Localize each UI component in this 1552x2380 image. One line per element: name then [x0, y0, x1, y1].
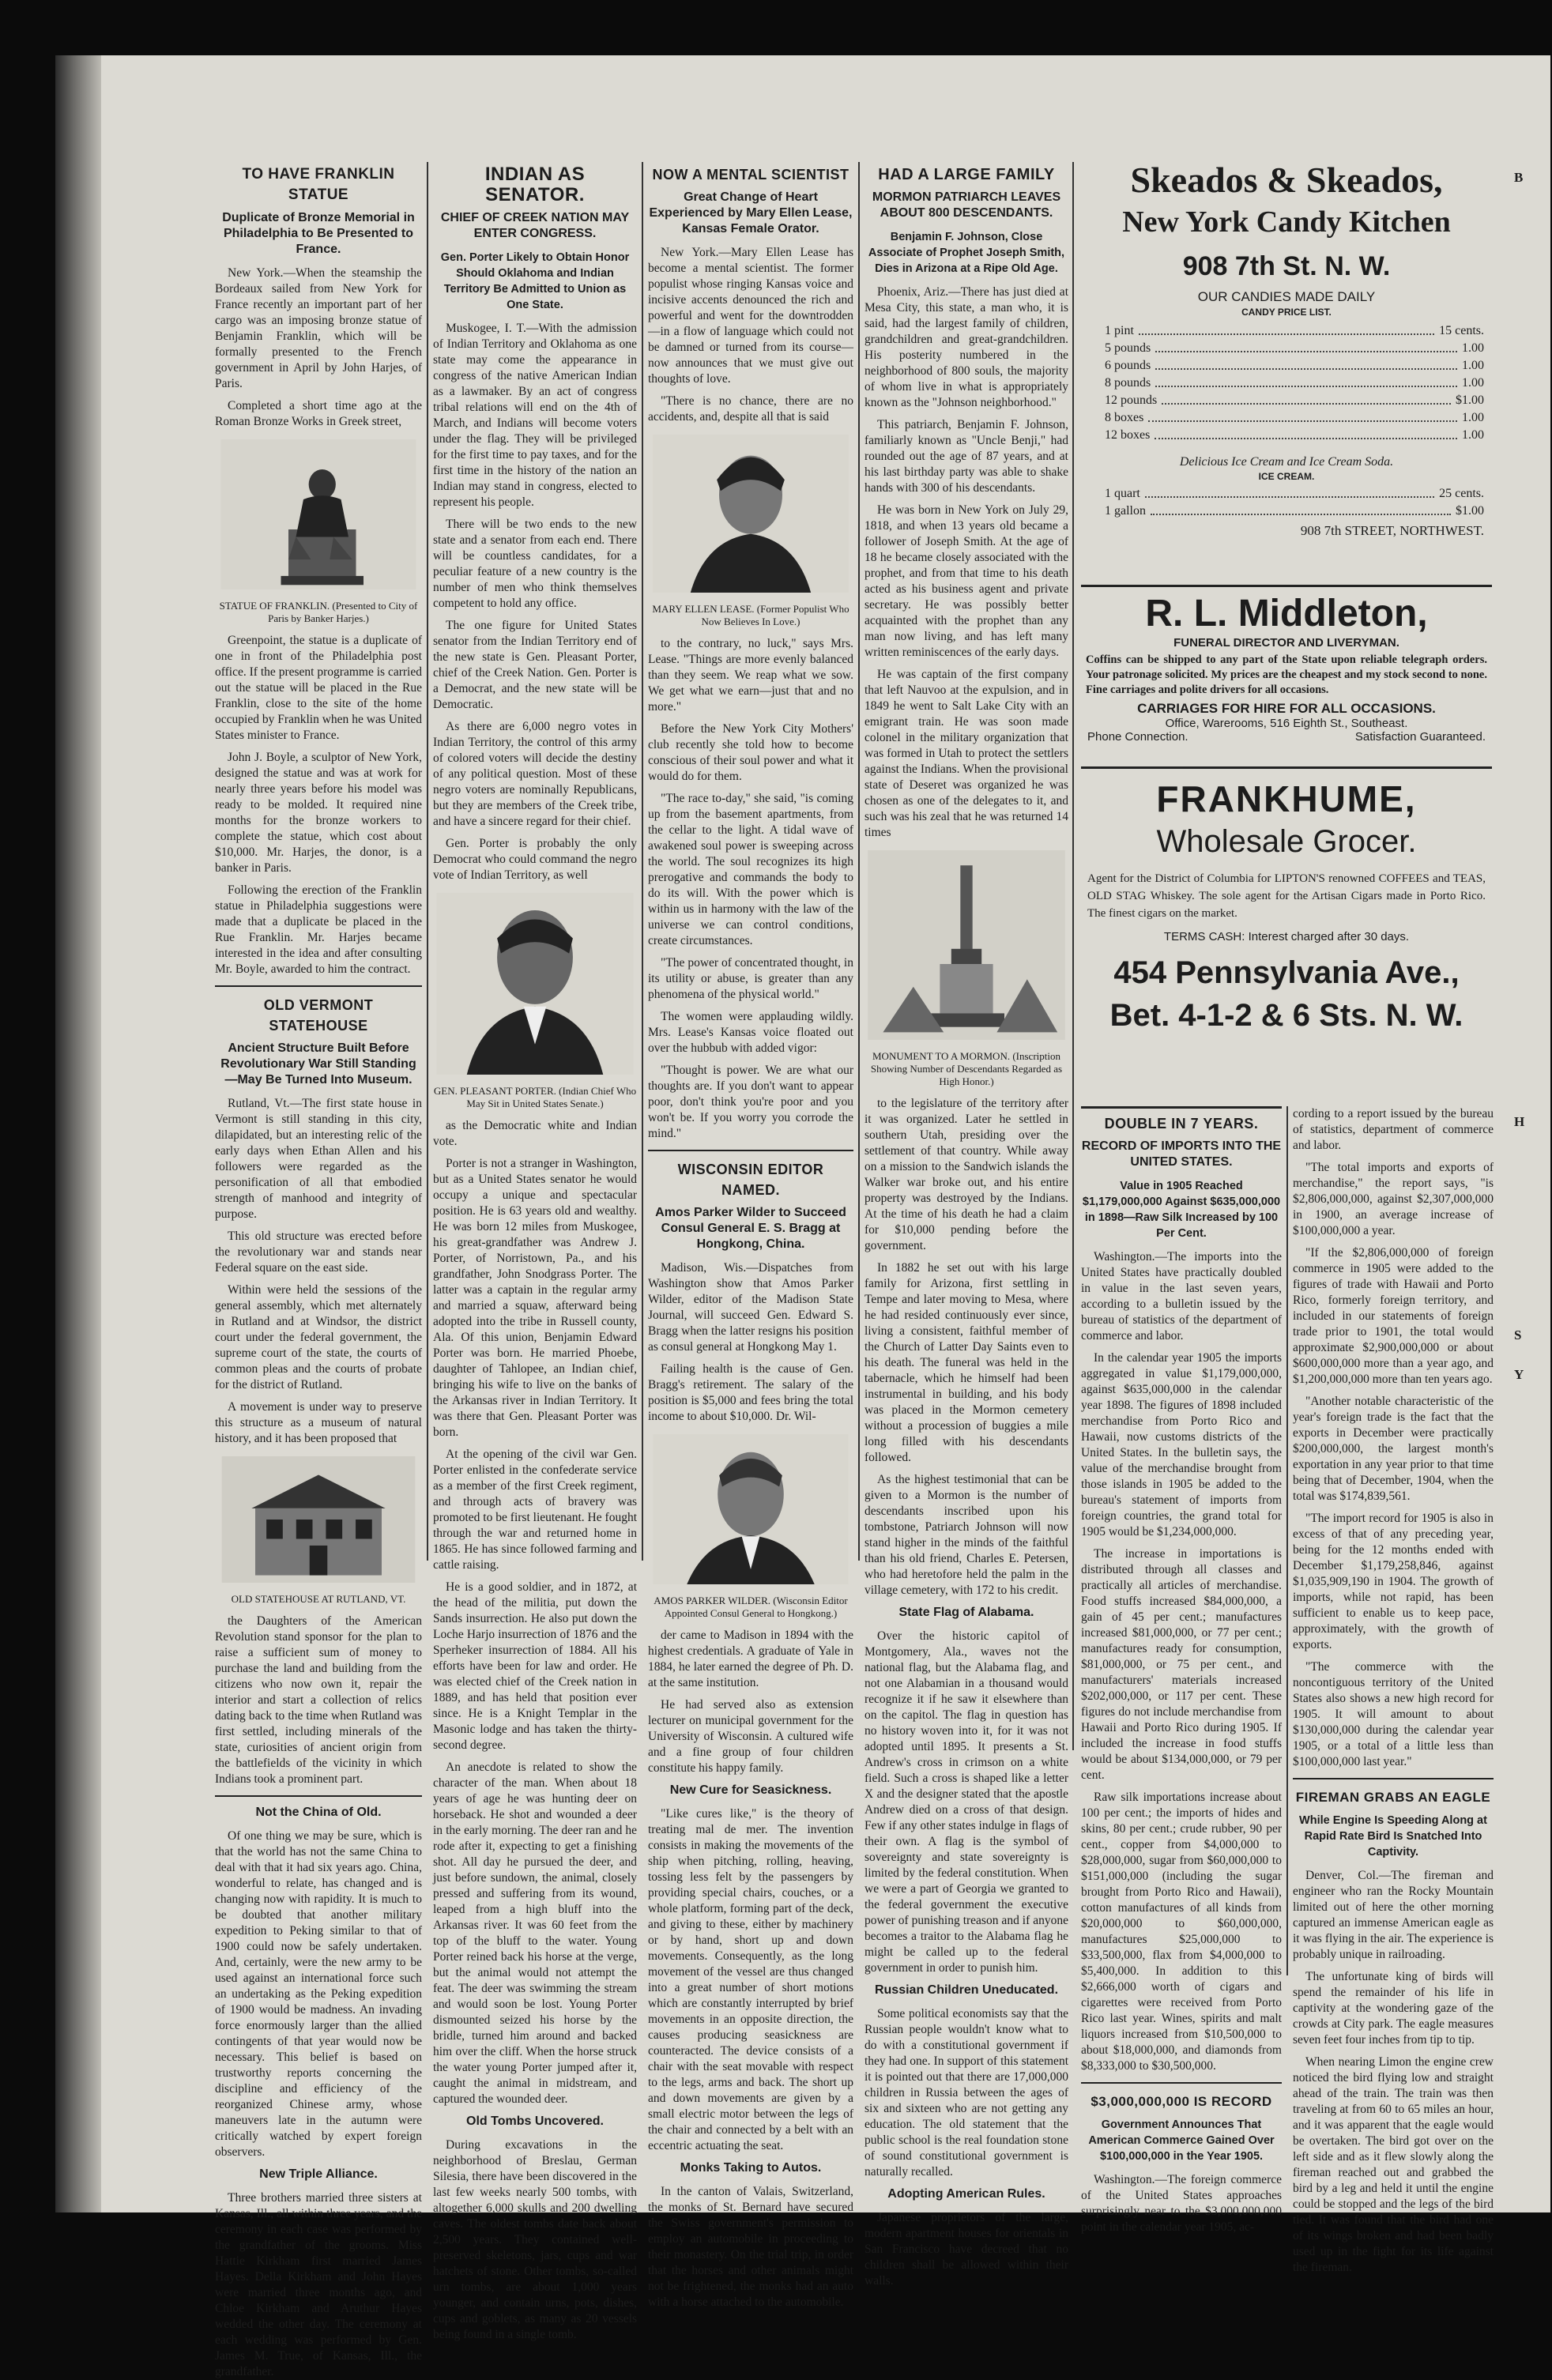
candy-price-list-title: CANDY PRICE LIST. — [1241, 307, 1332, 318]
porter-portrait-illustration — [433, 893, 637, 1075]
headline-franklin: TO HAVE FRANKLIN STATUE — [242, 166, 395, 203]
edge-letter: Y — [1514, 1367, 1524, 1382]
column-6 — [1293, 1106, 1494, 2274]
price-qty: 12 boxes — [1105, 428, 1151, 442]
para: Madison, Wis.—Dispatches from Washington show that Amos Parker Wilder, editor of the Madison State Journal, will succeed Gen. Edward S. Bragg when the latter resigns his position as consul general at Hongkong May 1. — [648, 1261, 853, 1354]
para: He was born in New York on July 29, 1818, and when 13 years old became a follower of Joseph Smith. At the age of 18 he became closely associated with the prophet, and from that time to his death acted as his business agent and private secretary. He was possibly better acquainted with the prophet than any man now living, and has left many written reminiscences of the early days. — [865, 503, 1068, 659]
para: A movement is under way to preserve this structure as a museum of natural history, and it has been proposed that — [215, 1400, 422, 1445]
para: There will be two ends to the new state and a senator from each end. There will be countless candidates, for a peculiar feature of a new country is the number of men who think themselves competent to hold any office. — [433, 518, 637, 610]
middleton-guarantee: Satisfaction Guaranteed. — [1354, 730, 1486, 744]
candy-ice-cream-title: ICE CREAM. — [1258, 471, 1315, 482]
para: The unfortunate king of birds will spend the remainder of his life in captivity at the wondering gaze of the crowds at City park. The eagle measures seven feet four inches from tip to tip. — [1293, 1970, 1494, 2047]
para: Greenpoint, the statue is a duplicate of one in front of the Philadelphia post office. If the present programme is carried out the statue will be placed in the Rue Franklin, close to the site of the home occupied by Franklin when he was United States minister to France. — [215, 634, 422, 742]
price-qty: 1 pint — [1105, 324, 1134, 337]
para: New York.—When the steamship the Bordeaux sailed from New York for France recently an important part of her cargo was an imposing bronze statue of Benjamin Franklin, which will be formally presented to the French government in April by John Harjes, of Paris. — [215, 266, 422, 390]
para: In the calendar year 1905 the imports aggregated in value $1,179,000,000, against $635,000,000 in the calendar year 1898. The figures of 1898 included merchandise from Porto Rico and Hawaii, now customs districts of the United States. In the bulletin says, the value of the merchandise brought from those islands in 1905 be added to the bureau's statement of imports from foreign countries, the grand total for 1905 would be $1,234,000,000. — [1081, 1351, 1282, 1538]
subhead-record: Government Announces That American Commerce Gained Over $100,000,000 in the Year 1905. — [1088, 2118, 1275, 2163]
candy-ad-line2: New York Candy Kitchen — [1122, 205, 1451, 239]
para: Muskogee, I. T.—With the admission of Indian Territory and Oklahoma as one state may come the appearance in congress of the native American Indian as a lawmaker. By an act of congress tribal relations will end on the 4th of March, and Indians will become voters under the flag. They will be privileged for the first time to pay taxes, and for the first time in the history of the nation an Indian may stand in congress, elected to represent his people. — [433, 322, 637, 509]
figure-caption: GEN. PLEASANT PORTER. (Indian Chief Who May Sit in United States Senate.) — [433, 1085, 637, 1109]
para: As the highest testimonial that can be given to a Mormon is the number of descendants inscribed upon his tombstone, Patriarch Johnson will now stand higher in the minds of the faithful than his old friend, Charles E. Petersen, who had heretofore held the palm in the village cemetery, with 172 to his credit. — [865, 1473, 1068, 1597]
para: cording to a report issued by the bureau of statistics, department of commerce and labor. — [1293, 1107, 1494, 1152]
para: Japanese proprietors of the large, modern apartment houses for orientals in San Francisco have decreed that no children shall be allowed within their walls. — [865, 2211, 1068, 2288]
price-value: 1.00 — [1462, 428, 1484, 442]
para: Within were held the sessions of the general assembly, which met alternately in Rutland and at Windsor, the district court under the federal government, the supreme court of the state, the courts of common pleas and the courts of probate for the district of Rutland. — [215, 1283, 422, 1391]
column-5 — [1081, 1106, 1282, 2234]
headline-alliance: New Triple Alliance. — [259, 2167, 378, 2181]
figure-caption: MONUMENT TO A MORMON. (Inscription Showing Number of Descendants Regarded as High Honor.) — [870, 1050, 1063, 1087]
para: The one figure for United States senator from the Indian Territory end of the new state is Gen. Pleasant Porter, chief of the Creek Nation. Gen. Porter is a Democrat, and the new state will be Democratic. — [433, 619, 637, 711]
price-row — [1081, 485, 1492, 503]
column-1 — [215, 164, 422, 2378]
middleton-ad-name: R. L. Middleton, — [1145, 593, 1428, 635]
price-row — [1081, 409, 1492, 427]
para: Gen. Porter is probably the only Democrat who could command the negro vote of Indian Territory, as well — [433, 837, 637, 882]
middleton-ad-footer — [1081, 730, 1492, 744]
divider — [1081, 2082, 1282, 2084]
price-row — [1081, 375, 1492, 392]
frankhume-ad-address: 454 Pennsylvania Ave., — [1113, 955, 1460, 990]
para: "The import record for 1905 is also in excess of that of any preceding year, being for the 12 months ended with December $1,179,258,846, against $1,035,909,190 in 1904. The growth of imports, while not rapid, has been sufficient to enable us to keep pace, approximately, with the growth of exports. — [1293, 1512, 1494, 1651]
candy-ad-tagline: OUR CANDIES MADE DAILY — [1197, 289, 1376, 304]
column-rule — [1072, 162, 1074, 1750]
frankhume-ad-terms: TERMS CASH: Interest charged after 30 days. — [1163, 930, 1410, 943]
candy-ad-footer: 908 7th STREET, NORTHWEST. — [1300, 523, 1484, 538]
para: "There is no chance, there are no accidents, and, despite all that is said — [648, 394, 853, 424]
para: John J. Boyle, a sculptor of New York, designed the statue and was at work for nearly three years before his model was ready to be molded. It required nine months for the bronze workers to complete the statue, which cost about $10,000. Mr. Harjes, the donor, is a banker in Paris. — [215, 751, 422, 875]
column-2 — [433, 164, 637, 2341]
subhead-senator-b: Gen. Porter Likely to Obtain Honor Should Oklahoma and Indian Territory Be Admitted to Union as One State. — [440, 251, 630, 311]
frankhume-ad-body: Agent for the District of Columbia for LIPTON'S renowned COFFEES and TEAS, OLD STAG Whiskey. The sole agent for the Artisan Cigars made in Porto Rico. The finest cigars on the market. — [1087, 872, 1486, 920]
price-value: 25 cents. — [1439, 487, 1484, 500]
price-row — [1081, 357, 1492, 375]
middleton-ad-office: Office, Warerooms, 516 Eighth St., Southeast. — [1165, 717, 1408, 730]
leader-dots — [1155, 427, 1457, 439]
headline-russian: Russian Children Uneducated. — [874, 1983, 1059, 1997]
para: At the opening of the civil war Gen. Porter enlisted in the confederate service as a member of the first Creek regiment, and through acts of bravery was promoted to be first lieutenant. He fought through the war and returned home in 1865. He has since followed farming and cattle raising. — [433, 1448, 637, 1572]
price-value: 1.00 — [1462, 411, 1484, 424]
para: "If the $2,806,000,000 of foreign commerce in 1905 were added to the figures of trade with Hawaii and Porto Rico, formerly foreign territory, and included in our statements of foreign trade prior to 1901, the total would approximate $2,900,000,000 or about $600,000,000 more than a year ago, and $1,200,000,000 more than ten years ago. — [1293, 1246, 1494, 1386]
para: to the legislature of the territory after it was organized. Later he settled in southern Utah, presiding over the settlement of that country. While away on a mission to the Sandwich islands the Walker war broke out, and his entire property was destroyed by the Indians. At the time of his death he had a claim for $10,000 pending before the government. — [865, 1097, 1068, 1252]
leader-dots — [1148, 409, 1457, 422]
para: In 1882 he set out with his large family for Arizona, first settling in Tempe and later moving to Mesa, where he had resided continuously ever since, living a consistent, faithful member of the Church of Latter Day Saints even to his death. The funeral was held in the tabernacle, which he himself had been instrumental in building, and his body was placed in the Mormon cemetery without a procession of buggies a mile long filled with his descendants followed. — [865, 1261, 1068, 1464]
leader-dots — [1155, 357, 1457, 370]
price-qty: 8 pounds — [1105, 376, 1151, 390]
headline-mental: NOW A MENTAL SCIENTIST — [652, 167, 849, 183]
headline-family: HAD A LARGE FAMILY — [878, 166, 1055, 183]
candy-ice-cream-line: Delicious Ice Cream and Ice Cream Soda. — [1179, 455, 1394, 469]
leader-dots — [1145, 485, 1434, 498]
divider — [215, 1795, 422, 1797]
wilder-portrait-illustration — [648, 1434, 853, 1584]
figure-caption: MARY ELLEN LEASE. (Former Populist Who Now Believes In Love.) — [652, 603, 849, 627]
page-binding — [55, 55, 101, 2212]
divider — [215, 985, 422, 987]
headline-senator: INDIAN AS SENATOR. — [484, 164, 586, 205]
para: When nearing Limon the engine crew noticed the bird flying low and straight ahead of the train. The train was then traveling at from 60 to 65 miles an hour, and it was apparent that the eagle would be overtaken. The bird got over on the left side and as it flew slowly along the fireman reached out and grabbed the bird by a leg and held it until the engine could be stopped and the legs of the bird tied. It was found that the bird had one of its wings broken and had been badly used up in the fight for its life against the fireman. — [1293, 2055, 1494, 2274]
para: The increase in importations is distributed through all classes and practically all articles of merchandise. Food stuffs increased $84,000,000, a gain of 45 per cent.; manufactures increased $81,000,000, or 77 per cent.; manufactures ready for consumption, $81,000,000, or 75 per cent., and manufacturers' materials increased $202,000,000, or 117 per cent. These figures do not include merchandise from Hawaii and Porto Rico during 1905. If included the increase in food stuffs would be about $134,000,000, or 79 per cent. — [1081, 1547, 1282, 1782]
column-rule — [858, 162, 860, 1561]
candy-ad-name: Skeados & Skeados, — [1130, 160, 1443, 200]
subhead-franklin: Duplicate of Bronze Memorial in Philadelphia to Be Presented to France. — [222, 211, 415, 256]
headline-china: Not the China of Old. — [255, 1806, 382, 1819]
price-value: $1.00 — [1456, 504, 1484, 518]
candy-price-list — [1081, 322, 1492, 444]
para: to the contrary, no luck," says Mrs. Lease. "Things are more evenly balanced than they seem. We reap what we sow. We get what we earn—just that and no more." — [648, 637, 853, 714]
price-qty: 1 quart — [1105, 487, 1140, 500]
franklin-statue-illustration — [215, 439, 422, 589]
headline-alabama: State Flag of Alabama. — [898, 1606, 1034, 1619]
headline-monks: Monks Taking to Autos. — [680, 2161, 822, 2175]
para: "The total imports and exports of merchandise," the report says, "is $2,806,000,000, against $2,307,000,000 in 1900, an average increase of $100,000,000 a year. — [1293, 1161, 1494, 1237]
para: Completed a short time ago at the Roman Bronze Works in Greek street, — [215, 399, 422, 428]
para: "Another notable characteristic of the year's foreign trade is the fact that the exports in December were practically $200,000,000, the largest month's exportation in any year prior to that time being that of December, 1904, when the total was $174,839,561. — [1293, 1395, 1494, 1503]
leader-dots — [1155, 340, 1457, 352]
headline-eagle: FIREMAN GRABS AN EAGLE — [1295, 1790, 1491, 1805]
edge-letter: S — [1514, 1327, 1522, 1343]
subhead-double: RECORD OF IMPORTS INTO THE UNITED STATES. — [1081, 1139, 1282, 1169]
statehouse-illustration — [215, 1456, 422, 1583]
column-3 — [648, 164, 853, 2309]
frankhume-ad-title: Wholesale Grocer. — [1156, 824, 1417, 859]
para: "The race to-day," she said, "is coming up from the basement apartments, from the cellar to the light. A tidal wave of awakened soul power is sweeping across the world. The soul recognizes its high prerogative and commands the body to do its will. With the power which is within us in harmony with the law of the universe we can control conditions, create circumstances. — [648, 792, 853, 947]
edge-letter: H — [1514, 1114, 1525, 1129]
subhead-eagle: While Engine Is Speeding Along at Rapid Rate Bird Is Snatched Into Captivity. — [1299, 1814, 1487, 1858]
para: "The power of concentrated thought, in its utility or abuse, is greater than any phenomena of the physical world." — [648, 956, 853, 1001]
price-row — [1081, 427, 1492, 444]
edge-letter: B — [1514, 170, 1524, 185]
leader-dots — [1155, 375, 1457, 387]
middleton-ad-body: Coffins can be shipped to any part of the State upon reliable telegraph orders. Your patronage solicited. My prices are the cheapest and my stock second to none. Fine carriages and polite drivers for all occasions. — [1086, 653, 1487, 696]
middleton-phone: Phone Connection. — [1087, 730, 1188, 744]
price-row — [1081, 322, 1492, 340]
para: He had served also as extension lecturer on municipal government for the University of Wisconsin. A cultured wife and a fine group of four children constitute his happy family. — [648, 1698, 853, 1775]
para: This old structure was erected before the revolutionary war and stands near Federal square on the east side. — [215, 1230, 422, 1275]
candy-kitchen-ad — [1081, 158, 1492, 577]
price-row — [1081, 503, 1492, 520]
subhead-senator: CHIEF OF CREEK NATION MAY ENTER CONGRESS. — [440, 211, 630, 240]
headline-american-rules: Adopting American Rules. — [887, 2187, 1045, 2201]
figure-caption: AMOS PARKER WILDER. (Wisconsin Editor Appointed Consul General to Hongkong.) — [654, 1595, 848, 1619]
subhead-double-b: Value in 1905 Reached $1,179,000,000 Against $635,000,000 in 1898—Raw Silk Increased by 100 Per Cent. — [1082, 1180, 1281, 1240]
para: The women were applauding wildly. Mrs. Lease's Kansas voice floated out over the hubbub with added vigor: — [648, 1010, 853, 1055]
para: Over the historic capitol of Montgomery, Ala., waves not the national flag, but the Alabama flag, and not one Alabamian in a thousand would recognize it if he saw it elsewhere than on the capitol. The flag in question has no history woven into it, for it was not adopted until 1895. It presents a St. Andrew's cross in crimson on a white field. Such a cross is shaped like a letter X and the designer stated that the apostle Andrew died on a cross of that design. Few if any other states indulge in flags of their own. A flag is the symbol of sovereignty and state sovereignty is limited by the federal constitution. When we were a part of Georgia we granted to the federal government the executive power of punishing treason and if anyone becomes a traitor to the Alabama flag he might be called up to the federal government in order to punish him. — [865, 1629, 1068, 1975]
para: In the canton of Valais, Switzerland, the monks of St. Bernard have secured the Swiss government's permission to employ an automobile in proceeding to their monastery. On the trial trip, in order that the horses and other animals might not be frightened, the monks had an auto with a horse attached to the automobile. — [648, 2185, 853, 2309]
para: Before the New York City Mothers' club recently she told how to become conscious of their soul power and what it would do for them. — [648, 722, 853, 783]
para: Phoenix, Ariz.—There has just died at Mesa City, this state, a man who, it is said, had the largest family of children, grandchildren and great-grandchildren. His posterity numbered in the neighborhood of 800 souls, the majority of whom live in what is appropriately known as the "Johnson neighborhood." — [865, 285, 1068, 409]
figure-caption: STATUE OF FRANKLIN. (Presented to City of Paris by Banker Harjes.) — [219, 600, 418, 624]
column-4 — [865, 164, 1068, 2288]
lease-portrait-illustration — [648, 435, 853, 593]
price-qty: 8 boxes — [1105, 411, 1144, 424]
divider — [1293, 1778, 1494, 1779]
price-value: 1.00 — [1462, 359, 1484, 372]
para: Raw silk importations increase about 100 per cent.; the imports of hides and skins, 80 per cent.; crude rubber, 90 per cent., copper from $4,000,000 to $28,000,000, sugar from $60,000,000 to $151,000,000 (including the sugar brought from Porto Rico and Hawaii), cotton manufactures of all kinds from $20,000,000 to $60,000,000, manufactures $25,000,000 to $33,500,000, flax from $4,000,000 to $5,400,000. In addition to this $2,666,000 worth of cigars and cigarettes were received from Porto Rico last year. Wines, spirits and malt liquors increased from $10,500,000 to about $18,000,000, and diamonds from $8,333,000 to $30,500,000. — [1081, 1791, 1282, 2073]
leader-dots — [1162, 392, 1451, 405]
para: Of one thing we may be sure, which is that the world has not the same China to deal with that it had six years ago. China, wonderful to relate, has changed and is changing now with rapidity. It is much to be doubted that another military expedition to Peking similar to that of 1900 could now be safely undertaken. And, certainly, were the new army to be used against an international force such an undertaking as the Peking expedition of 1900 would be madness. An invading force enormously larger than the allied contingents of that year would now be necessary. This belief is based on trustworthy reports concerning the discipline and efficiency of the reorganized Chinese army, whose maneuvers late in the autumn were critically watched by expert foreign observers. — [215, 1829, 422, 2159]
para: This patriarch, Benjamin F. Johnson, familiarly known as "Uncle Benji," had rounded out the age of 87 years, and at his last birthday party was able to shake hands with 300 of his descendants. — [865, 418, 1068, 495]
frankhume-ad — [1081, 766, 1492, 1109]
para: Rutland, Vt.—The first state house in Vermont is still standing in this city, dilapidated, but an interesting relic of the early days when Ethan Allen and his followers were regarded as the personification of all that embodied strength of manhood and integrity of purpose. — [215, 1097, 422, 1221]
subhead-family: MORMON PATRIARCH LEAVES ABOUT 800 DESCENDANTS. — [872, 190, 1061, 220]
divider — [648, 1150, 853, 1151]
para: Following the erection of the Franklin statue in Philadelphia suggestions were made that a duplicate be placed in the Rue Franklin. Mr. Harjes became interested in the idea and after consulting Mr. Boyle, awarded to him the contract. — [215, 883, 422, 976]
subhead-mental: Great Change of Heart Experienced by Mary Ellen Lease, Kansas Female Orator. — [649, 190, 853, 235]
para: As there are 6,000 negro votes in Indian Territory, the control of this army of colored voters will decide the destiny of any political question. Most of these negro voters are nominally Republicans, but they are members of the Creek tribe, and have a sincere regard for their chief. — [433, 720, 637, 828]
middleton-ad-carriages: CARRIAGES FOR HIRE FOR ALL OCCASIONS. — [1137, 701, 1436, 716]
price-qty: 5 pounds — [1105, 341, 1151, 355]
middleton-ad — [1081, 585, 1492, 762]
para: Denver, Col.—The fireman and engineer who ran the Rocky Mountain limited out of here the other morning captured an immense American eagle as it was flying in the air. The experience is probably unique in railroading. — [1293, 1869, 1494, 1961]
para: Three brothers married three sisters at Kansas, Ill., all within three years, and the ceremony in each case was performed by the grandfather of the grooms. Miss Hattie Kirkham first married James Hayes. Della Kirkham and John Hayes were married three months ago, and Chloe Kirkham and Aruthur Hayes wedded the other day. The ceremony at each wedding was performed by Gen. James M. True, of Kansas, Ill., the grandfather. — [215, 2191, 422, 2378]
para: "The commerce with the noncontiguous territory of the United States also shows a new high record for 1905. It will amount to about $130,000,000 during the calendar year 1905, or a total of a little less than $100,000,000 last year." — [1293, 1660, 1494, 1768]
figure-caption: OLD STATEHOUSE AT RUTLAND, VT. — [231, 1593, 406, 1605]
ice-cream-price-list — [1081, 485, 1492, 520]
column-rule — [642, 162, 643, 1561]
frankhume-ad-between: Bet. 4-1-2 & 6 Sts. N. W. — [1109, 998, 1463, 1033]
mormon-monument-illustration — [865, 850, 1068, 1040]
para: He is a good soldier, and in 1872, at the head of the militia, put down the Sands insurrection. He also put down the Loche Harjo insurrection of 1876 and the Sperheker insurrection of 1884. All his efforts have been for law and order. He was elected chief of the Creek nation in 1889, and has held that position ever since. He is a Knight Templar in the Masonic lodge and has taken the thirty-second degree. — [433, 1580, 637, 1752]
subhead-family-b: Benjamin F. Johnson, Close Associate of Prophet Joseph Smith, Dies in Arizona at a Ripe Old Age. — [868, 231, 1065, 275]
headline-vermont: OLD VERMONT STATEHOUSE — [263, 997, 374, 1034]
headline-double: DOUBLE IN 7 YEARS. — [1081, 1106, 1282, 1134]
candy-ad-address: 908 7th St. N. W. — [1182, 251, 1391, 281]
price-qty: 6 pounds — [1105, 359, 1151, 372]
para: der came to Madison in 1894 with the highest credentials. A graduate of Yale in 1884, he later earned the degree of Ph. D. at the same institution. — [648, 1629, 853, 1689]
para: "Like cures like," is the theory of treating mal de mer. The invention consists in making the movements of the ship when pitching, rolling, heaving, tossing less felt by the passengers by providing special chairs, couches, or a whole platform, forming part of the deck, and giving to these, either by machinery or by hand, short up and down movements. Consequently, as the long movement of the vessel are thus changed into a great number of short motions which are constantly interrupted by brief movements in an opposite direction, the causes producing seasickness are counteracted. The device consists of a chair with the seat movable with respect to the legs, arms and back. The short up and down movements are given by a small electric motor between the legs of the chair and connected by a belt with an eccentric actuating the seat. — [648, 1807, 853, 2152]
para: Porter is not a stranger in Washington, but as a United States senator he would occupy a unique and spectacular position. He is 63 years old and wealthy. He was born 12 miles from Muskogee, his great-grandfather was Andrew J. Porter, of Norristown, Pa., and his grandfather, John Snodgrass Porter. The latter was a captain in the regular army and married a squaw, afterward being adopted into the tribe in Russell county, Ala. Of this union, Benjamin Edward Porter was born. He married Phoebe, daughter of Tahlopee, an Indian chief, bringing his wife to live on the banks of the Arkansas river in Indian Territory. It was there that Gen. Pleasant Porter was born. — [433, 1157, 637, 1439]
para: New York.—Mary Ellen Lease has become a mental scientist. The former populist whose ringing Kansas voice and incisive accents denounced the rich and powerful and went for the downtrodden—in a flow of language which could not be damned or turned from its course—now announces that we must give out thoughts of love. — [648, 246, 853, 386]
headline-record: $3,000,000,000 IS RECORD — [1091, 2094, 1272, 2109]
price-value: 1.00 — [1462, 376, 1484, 390]
headline-wisconsin: WISCONSIN EDITOR NAMED. — [677, 1162, 824, 1198]
frankhume-ad-name: FRANKHUME, — [1156, 778, 1417, 819]
para: as the Democratic white and Indian vote. — [433, 1119, 637, 1148]
para: Failing health is the cause of Gen. Bragg's retirement. The salary of the position is $5,000 and fees bring the total income to about $10,000. Dr. Wil- — [648, 1362, 853, 1423]
price-value: 15 cents. — [1439, 324, 1484, 337]
leader-dots — [1139, 322, 1434, 335]
column-rule — [427, 162, 428, 1561]
price-row — [1081, 340, 1492, 357]
para: During excavations in the neighborhood of Breslau, German Silesia, there have been discovered in the last few weeks nearly 500 tombs, with altogether 6,000 skulls and 200 dwelling caves. The oldest tombs date back about 2,500 years. They contained well-preserved skeletons, jars, cups and war hatchets of stone. Other tombs, so-called urn tombs, are about 1,000 years younger, and contain urns, pots, dishes, cups and goblets, as many as 20 vessels being found in a single tomb. — [433, 2138, 637, 2341]
para: Some political economists say that the Russian people wouldn't know what to do with a constitutional government if they had one. In support of this statement it is pointed out that there are 17,000,000 children in Russia between the ages of six and sixteen who are not getting any education. The old statement that the public school is the real foundation stone of sound constitutional government is naturally recalled. — [865, 2007, 1068, 2179]
price-row — [1081, 392, 1492, 409]
headline-tombs: Old Tombs Uncovered. — [466, 2115, 604, 2128]
para: Washington.—The imports into the United States have practically doubled in value in the last seven years, according to a bulletin issued by the bureau of statistics of the department of commerce and labor. — [1081, 1250, 1282, 1343]
leader-dots — [1151, 503, 1451, 515]
para: the Daughters of the American Revolution stand sponsor for the plan to raise a sufficient sum of money to purchase the land and building from the citizens who now own it, repair the interior and start a collection of relics dating back to the time when Rutland was first settled, including minerals of the state, curiosities of ancient origin from the battlefields of the vicinity in which Indians took a prominent part. — [215, 1614, 422, 1786]
price-value: 1.00 — [1462, 341, 1484, 355]
subhead-wisconsin: Amos Parker Wilder to Succeed Consul General E. S. Bragg at Hongkong, China. — [655, 1206, 846, 1251]
price-qty: 1 gallon — [1105, 504, 1146, 518]
column-rule — [1286, 1106, 1288, 1975]
middleton-ad-title: FUNERAL DIRECTOR AND LIVERYMAN. — [1173, 636, 1399, 650]
price-qty: 12 pounds — [1105, 394, 1158, 407]
price-value: $1.00 — [1456, 394, 1484, 407]
para: Washington.—The foreign commerce of the United States approaches surprisingly near to the $3,000,000,000 point in the calendar year 1905, ac- — [1081, 2173, 1282, 2234]
para: "Thought is power. We are what our thoughts are. If you don't want to appear poor, don't think you're poor and you won't be. If you worry you corrode the mind." — [648, 1064, 853, 1140]
subhead-vermont: Ancient Structure Built Before Revolutionary War Still Standing—May Be Turned Into Museum. — [220, 1041, 416, 1086]
headline-seasickness: New Cure for Seasickness. — [669, 1783, 832, 1797]
para: An anecdote is related to show the character of the man. When about 18 years of age he was hunting deer on horseback. He shot and wounded a deer in the early morning. The deer ran and he rode after it, expecting to get a finishing shot. All day he pursued the deer, and just before sundown, the animal, closely pressed and suffering from its wound, leaped from a high bluff into the Arkansas river. It was 60 feet from the top of the bluff to the water. Young Porter reined back his horse at the verge, but the animal would not attempt the feat. The deer was swimming the stream and would soon be lost. Young Porter dismounted seized his horse by the bridle, turned him around and backed him over the cliff. When the horse struck the water young Porter jumped after it, caught the animal in midstream, and captured the wounded deer. — [433, 1761, 637, 2106]
para: He was captain of the first company that left Nauvoo at the expulsion, and in 1849 he went to Salt Lake City with an emigrant train. He was soon made colonel in the military organization that was formed in Utah to protect the settlers against the Indians. When the provisional state of Deseret was organized he was chosen as one of the delegates to it, and such was his zeal that he was returned 14 times — [865, 668, 1068, 839]
